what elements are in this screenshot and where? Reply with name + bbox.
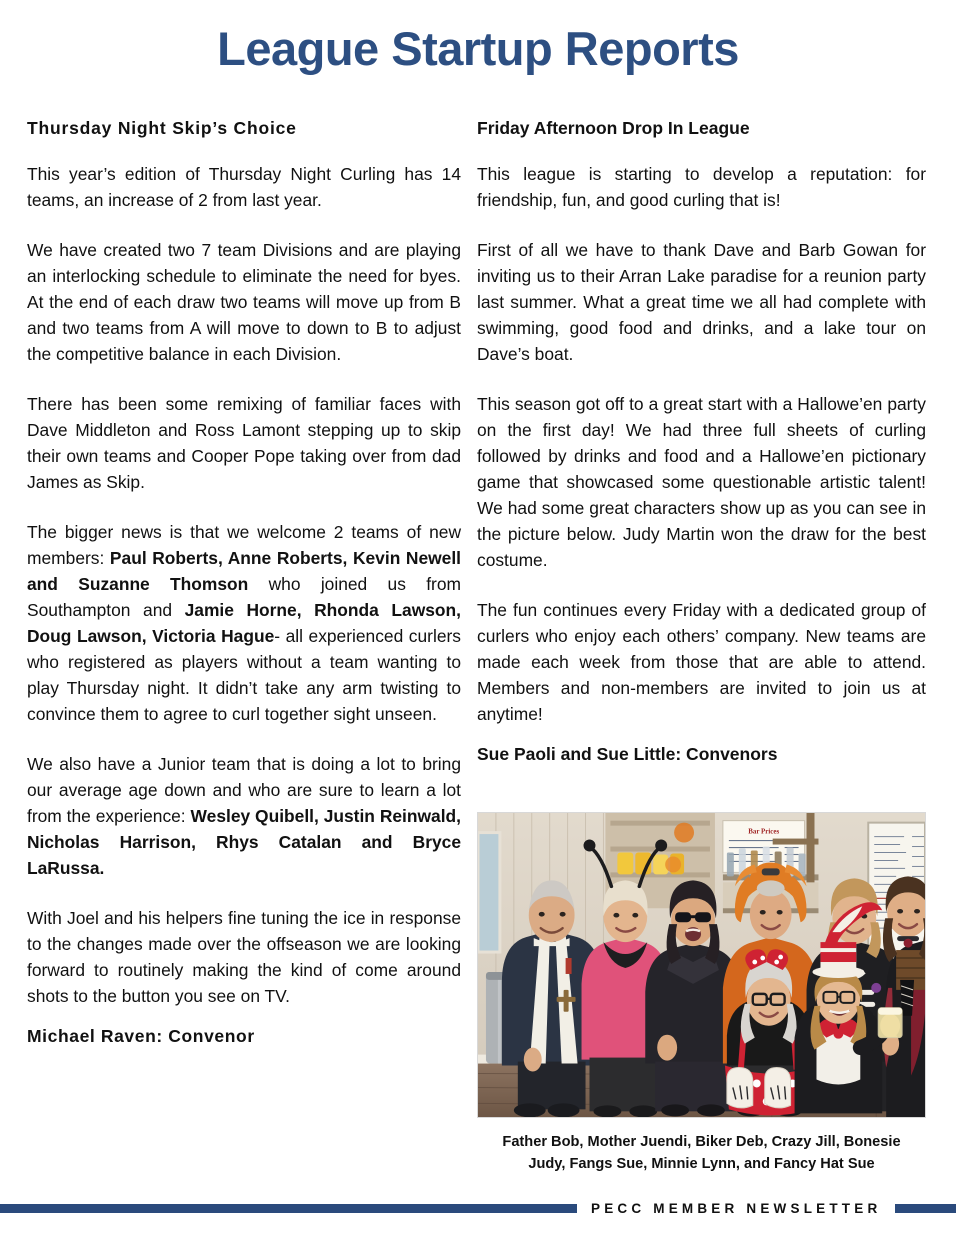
right-paragraph-1: This league is starting to develop a reputation: for friendship, fun, and good curling that is! xyxy=(477,164,926,210)
new-members-names-2: Jamie Horne, Rhonda Lawson, Doug Lawson, Victoria Hague xyxy=(27,600,461,646)
photo-illustration xyxy=(478,813,925,1117)
right-column xyxy=(477,118,926,765)
footer-rule-right xyxy=(895,1204,956,1213)
page-title: League Startup Reports xyxy=(217,22,739,75)
right-column-heading: Friday Afternoon Drop In League xyxy=(477,118,750,138)
photo-caption-line-2: Judy, Fangs Sue, Minnie Lynn, and Fancy Hat Sue xyxy=(528,1156,875,1172)
left-column-signature: Michael Raven: Convenor xyxy=(27,1026,255,1046)
left-paragraph-ice: With Joel and his helpers fine tuning the ice in response to the changes made over the offseason we are looking forward to routinely making the kind of come around shots to the button you see on TV. xyxy=(27,908,461,1006)
footer-rule-left xyxy=(0,1204,577,1213)
photo-caption xyxy=(477,1131,926,1175)
junior-names: Wesley Quibell, Justin Reinwald, Nicholas Harrison, Rhys Catalan and Bryce LaRussa. xyxy=(27,806,461,878)
new-members-mid: who joined us from Southampton and xyxy=(27,574,461,620)
halloween-group-photo xyxy=(477,812,926,1118)
left-column-heading: Thursday Night Skip’s Choice xyxy=(27,118,297,138)
right-paragraph-2: First of all we have to thank Dave and Barb Gowan for inviting us to their Arran Lake paradise for a reunion party last summer. What a great time we all had complete with swimming, good food and drinks, and a lake tour on Dave’s boat. xyxy=(477,240,926,364)
left-paragraph-3: There has been some remixing of familiar faces with Dave Middleton and Ross Lamont stepping up to skip their own teams and Cooper Pope taking over from dad James as Skip. xyxy=(27,394,461,492)
footer xyxy=(0,1196,956,1220)
left-paragraph-1: This year’s edition of Thursday Night Curling has 14 teams, an increase of 2 from last year. xyxy=(27,164,461,210)
new-members-tail: - all experienced curlers who registered as players without a team wanting to play Thursday night. It didn’t take any arm twisting to convince them to agree to curl together sight unseen. xyxy=(27,626,461,724)
new-members-lead: The bigger news is that we welcome 2 teams of new members: xyxy=(27,522,461,568)
junior-lead: We also have a Junior team that is doing a lot to bring our average age down and who are sure to learn a lot from the experience: xyxy=(27,754,461,826)
photo-caption-line-1: Father Bob, Mother Juendi, Biker Deb, Crazy Jill, Bonesie xyxy=(502,1134,901,1150)
right-paragraph-4: The fun continues every Friday with a dedicated group of curlers who enjoy each others’ company. New teams are made each week from those that are able to attend. Members and non-members are invited to join us at anytime! xyxy=(477,600,926,724)
right-column-signature: Sue Paoli and Sue Little: Convenors xyxy=(477,744,778,764)
left-paragraph-new-members xyxy=(27,519,461,727)
svg-text:Bar Prices: Bar Prices xyxy=(748,827,780,836)
new-members-names-1: Paul Roberts, Anne Roberts, Kevin Newell and Suzanne Thomson xyxy=(27,548,462,594)
left-paragraph-2: We have created two 7 team Divisions and are playing an interlocking schedule to eliminate the need for byes. At the end of each draw two teams will move up from B and two teams from A will move to down to B to adjust the competitive balance in each Division. xyxy=(27,240,461,364)
footer-label: PECC MEMBER NEWSLETTER xyxy=(591,1200,882,1216)
left-paragraph-junior-team xyxy=(27,751,461,881)
person-fancy-hat-sue xyxy=(881,876,925,1117)
left-column xyxy=(27,118,461,1047)
right-paragraph-3: This season got off to a great start with a Hallowe’en party on the first day! We had three full sheets of curling followed by drinks and food and a Hallowe’en pictionary game that showcased some questionable artistic talent! We had some great characters show up as you can see in the picture below. Judy Martin won the draw for the best costume. xyxy=(477,394,926,570)
